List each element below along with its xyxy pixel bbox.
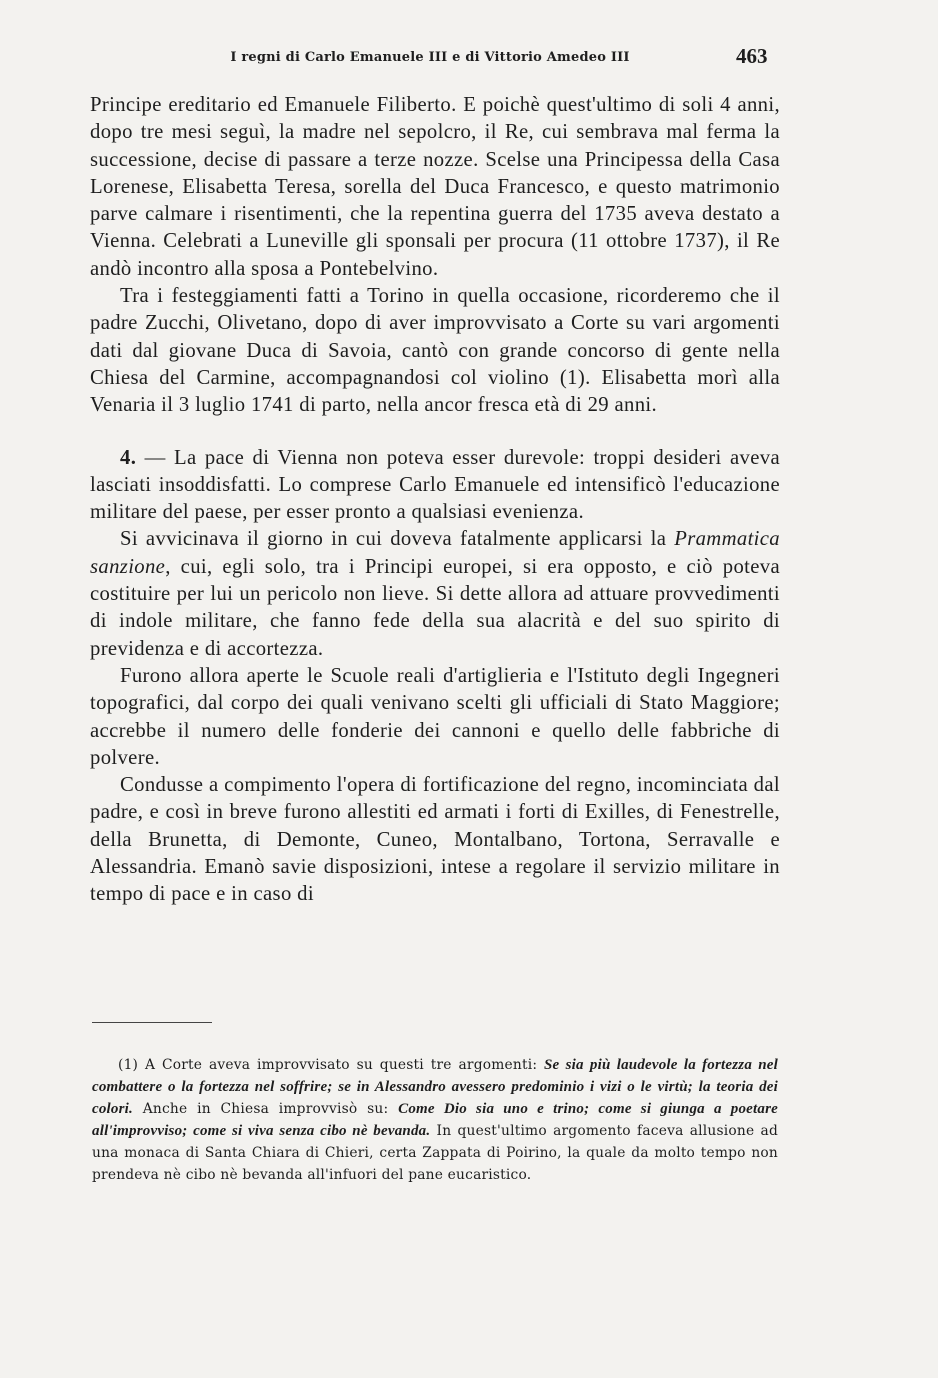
footnote-text-2: Anche in Chiesa improvvisò su: xyxy=(132,1101,399,1117)
footnote-text-1: (1) A Corte aveva improvvisato su questi tre argomenti: xyxy=(118,1057,545,1073)
paragraph-3-text: — La pace di Vienna non poteva esser durevole: troppi desideri aveva lasciati insoddisfatti. Lo comprese Carlo Emanuele ed intensificò l'educazione militare del paese, per esser pronto a qualsiasi evenienza. xyxy=(90,446,780,524)
body-text xyxy=(90,92,780,909)
footnote-divider xyxy=(92,1022,212,1023)
footnote-italic-2: Come Dio sia uno e trino; come si giunga a poetare all'improvviso; come si viva senza cibo nè bevanda. xyxy=(92,1101,778,1139)
page-number: 463 xyxy=(736,44,768,68)
paragraph-4 xyxy=(90,526,780,662)
footnote-italic-1: Se sia più laudevole la fortezza nel combattere o la fortezza nel soffrire; se in Alessandro avessero predominio i vizi o le virtù; la teoria dei colori. xyxy=(92,1057,778,1117)
prammatica-sanzione-emphasis: Prammatica sanzione xyxy=(90,528,780,578)
paragraph-1: Principe ereditario ed Emanuele Filiberto. E poichè quest'ultimo di soli 4 anni, dopo tre mesi seguì, la madre nel sepolcro, il Re, cui sembrava mal ferma la successione, decise di passare a terze nozze. Scelse una Principessa della Casa Lorenese, Elisabetta Teresa, sorella del Duca Francesco, e questo matrimonio parve calmare i risentimenti, che la repentina guerra del 1735 aveva destato a Vienna. Celebrati a Luneville gli sponsali per procura (11 ottobre 1737), il Re andò incontro alla sposa a Pontebelvino. xyxy=(90,94,780,280)
paragraph-4-text-a: Si avvicinava il giorno in cui doveva fatalmente applicarsi la xyxy=(120,528,675,551)
paragraph-2: Tra i festeggiamenti fatti a Torino in quella occasione, ricorderemo che il padre Zucchi, Olivetano, dopo di aver improvvisato a Corte su vari argomenti dati dal giovane Duca di Savoia, cantò con grande concorso di gente nella Chiesa del Carmine, accompagnandosi col violino (1). Elisabetta morì alla Venaria il 3 luglio 1741 di parto, nella ancor fresca età di 29 anni. xyxy=(90,285,780,417)
paragraph-6: Condusse a compimento l'opera di fortificazione del regno, incominciata dal padre, e così in breve furono allestiti ed armati i forti di Exilles, di Fenestrelle, della Brunetta, di Demonte, Cuneo, Montalbano, Tortona, Serravalle e Alessandria. Emanò savie disposizioni, intese a regolare il servizio militare in tempo di pace e in caso di xyxy=(90,774,780,906)
footnote-1 xyxy=(92,1054,778,1186)
footnote-text-3: In quest'ultimo argomento faceva allusione ad una monaca di Santa Chiara di Chieri, certa Zappata di Poirino, la quale da molto tempo non prendeva nè cibo nè bevanda all'infuori del pane eucaristico. xyxy=(92,1123,778,1183)
running-title: I regni di Carlo Emanuele III e di Vittorio Amedeo III xyxy=(230,50,630,65)
paragraph-3 xyxy=(90,445,780,527)
paragraph-5: Furono allora aperte le Scuole reali d'artiglieria e l'Istituto degli Ingegneri topografici, dal corpo dei quali venivano scelti gli ufficiali di Stato Maggiore; accrebbe il numero delle fonderie dei cannoni e quello delle fabbriche di polvere. xyxy=(90,664,780,769)
section-number: 4. xyxy=(120,446,137,469)
paragraph-4-text-b: , cui, egli solo, tra i Principi europei, si era opposto, e ciò poteva costituire per lui un pericolo non lieve. Si dette allora ad attuare provvedimenti di indole militare, che fanno fede della sua alacrità e del suo spirito di previdenza e di accortezza. xyxy=(90,555,780,660)
